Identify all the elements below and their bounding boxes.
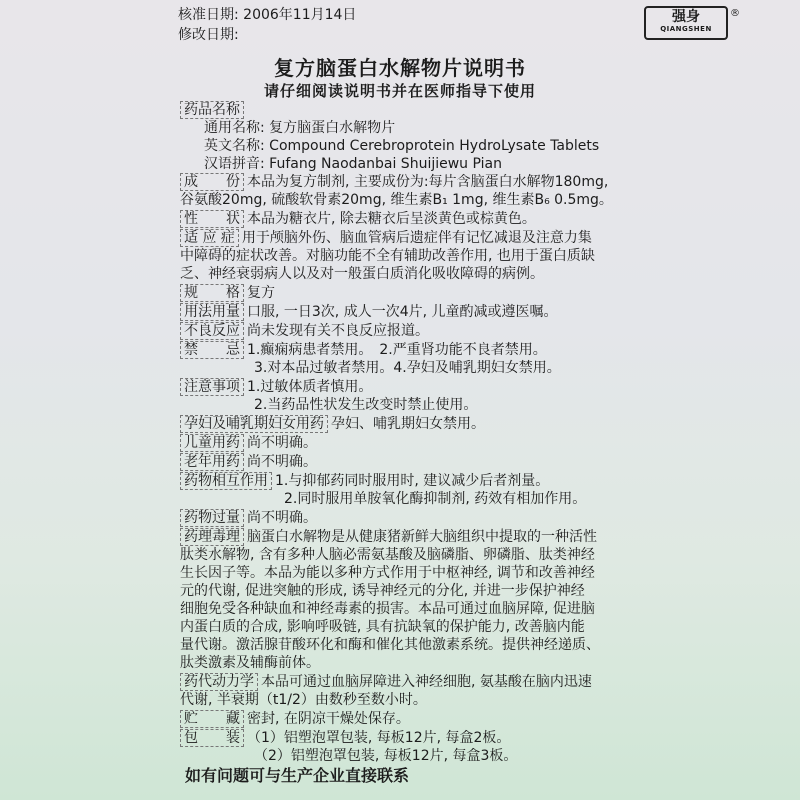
section-elderly: 老年用药 尚不明确。 [180, 453, 317, 471]
section-pregnancy: 孕妇及哺乳期妇女用药 孕妇、哺乳期妇女禁用。 [180, 415, 485, 433]
indications-line: 乏、神经衰弱病人以及对一般蛋白质消化吸收障碍的病例。 [180, 266, 544, 282]
pinyin-name: Fufang Naodanbai Shuijiewu Pian [269, 156, 502, 172]
pinyin-name-row: 汉语拼音: Fufang Naodanbai Shuijiewu Pian [204, 156, 502, 172]
footer-note: 如有问题可与生产企业直接联系 [185, 766, 410, 785]
section-composition: 成 份 本品为复方制剂, 主要成份为:每片含脑蛋白水解物180mg, [180, 173, 608, 191]
section-drug-name [180, 101, 247, 119]
section-overdose: 药物过量 尚不明确。 [180, 509, 317, 527]
section-package: 包 装 （1）铝塑泡罩包装, 每板12片, 每盒2板。 [180, 729, 510, 747]
section-precautions: 注意事项 1.过敏体质者慎用。 [180, 378, 372, 396]
section-pharmacology: 药理毒理 脑蛋白水解物是从健康猪新鲜大脑组织中提取的一种活性 [180, 528, 597, 546]
common-name: 复方脑蛋白水解物片 [269, 120, 396, 136]
english-name-row: 英文名称: Compound Cerebroprotein HydroLysate Tablets [204, 138, 600, 154]
section-contraindications: 禁 忌 1.癫痫病患者禁用。 2.严重肾功能不良者禁用。 [180, 341, 547, 359]
registered-mark: ® [730, 8, 740, 19]
interactions-line: 2.同时服用单胺氧化酶抑制剂, 药效有相加作用。 [284, 491, 587, 507]
package-line: （2）铝塑泡罩包装, 每板12片, 每盒3板。 [254, 748, 518, 764]
pharmacology-line: 量代谢。激活腺苷酸环化和酶和催化其他激素系统。提供神经递质、 [180, 637, 600, 653]
brand-logo: 强身 QIANGSHEN [644, 6, 728, 40]
section-children: 儿童用药 尚不明确。 [180, 434, 317, 452]
english-name: Compound Cerebroprotein HydroLysate Tablets [269, 138, 600, 154]
section-adverse: 不良反应 尚未发现有关不良反应报道。 [180, 322, 429, 340]
section-spec: 规 格 复方 [180, 284, 275, 302]
indications-line: 中障碍的症状改善。对脑功能不全有辅助改善作用, 也用于蛋白质缺 [180, 248, 595, 264]
pharmacology-line: 肽类水解物, 含有多种人脑必需氨基酸及脑磷脂、卵磷脂、肽类神经 [180, 547, 595, 563]
document-title: 复方脑蛋白水解物片说明书 [274, 56, 526, 80]
precautions-line: 2.当药品性状发生改变时禁止使用。 [254, 397, 478, 413]
section-interactions: 药物相互作用 1.与抑郁药同时服用时, 建议减少后者剂量。 [180, 472, 549, 490]
contraindications-line: 3.对本品过敏者禁用。4.孕妇及哺乳期妇女禁用。 [254, 360, 561, 376]
section-label: 药品名称 [180, 101, 244, 119]
approve-date: 核准日期: 2006年11月14日 [178, 7, 357, 23]
section-storage: 贮 藏 密封, 在阴凉干燥处保存。 [180, 710, 410, 728]
pharmacology-line: 内蛋白质的合成, 影响呼吸链, 具有抗缺氧的保护能力, 改善脑内能 [180, 619, 585, 635]
common-name-row: 通用名称: 复方脑蛋白水解物片 [204, 120, 396, 136]
pharmacology-line: 生长因子等。本品为能以多种方式作用于中枢神经, 调节和改善神经 [180, 565, 595, 581]
pharmacology-line: 细胞免受各种缺血和神经毒素的损害。本品可通过血脑屏障, 促进脑 [180, 601, 595, 617]
document-subtitle: 请仔细阅读说明书并在医师指导下使用 [263, 82, 536, 100]
section-pharmacokinetics: 药代动力学 本品可通过血脑屏障进入神经细胞, 氨基酸在脑内迅速 [180, 673, 592, 691]
section-indications: 适 应 症 用于颅脑外伤、脑血管病后遗症伴有记忆减退及注意力集 [180, 229, 592, 247]
section-character: 性 状 本品为糖衣片, 除去糖衣后呈淡黄色或棕黄色。 [180, 210, 536, 228]
pharmacology-line: 元的代谢, 促进突触的形成, 诱导神经元的分化, 并进一步保护神经 [180, 583, 585, 599]
section-dosage: 用法用量 口服, 一日3次, 成人一次4片, 儿童酌减或遵医嘱。 [180, 303, 558, 321]
pharmacokinetics-line: 代谢, 半衰期（t1/2）由数秒至数小时。 [180, 692, 427, 708]
modify-date: 修改日期: [178, 27, 239, 43]
composition-line: 谷氨酸20mg, 硫酸软骨素20mg, 维生素B₁ 1mg, 维生素B₆ 0.5mg。 [180, 192, 613, 208]
pharmacology-line: 肽类激素及辅酶前体。 [180, 655, 320, 671]
